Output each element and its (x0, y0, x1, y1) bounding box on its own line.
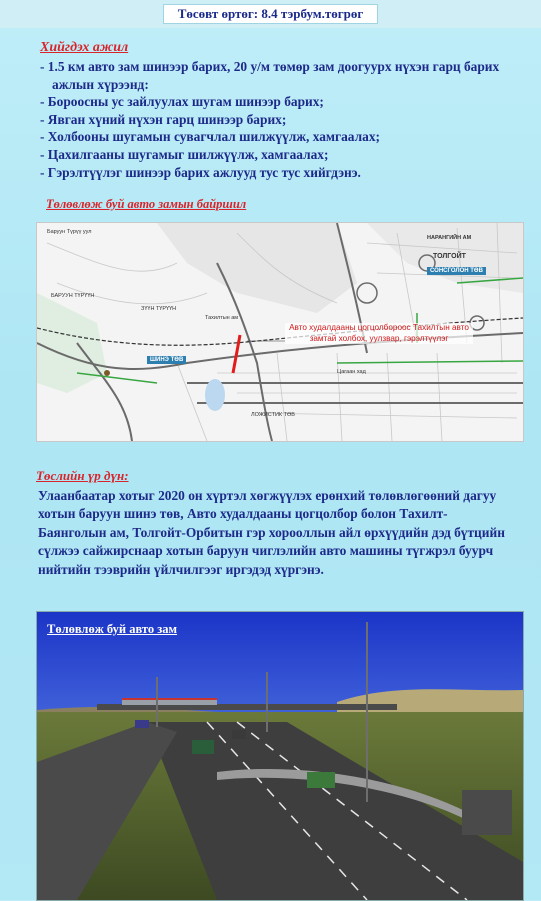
work-item: - Явган хүний нүхэн гарц шинээр барих; (40, 111, 287, 127)
work-item: - Цахилгааны шугамыг шилжүүлж, хамгаалах; (40, 146, 329, 162)
work-item: - Гэрэлтүүлэг шинээр барих ажлууд тус тус хийгдэнэ. (40, 164, 361, 180)
map-label-narangiin-am: НАРАНГИЙН АМ (427, 235, 472, 241)
work-item: - Холбооны шугамын сувагчлал шилжүүлж, хамгаалах; (40, 129, 380, 145)
road-location-map (36, 222, 524, 442)
budget-title: Төсөвт өртөг: 8.4 тэрбум.төгрөг (163, 4, 379, 24)
map-label-baruun-turuun-ul: Баруун Түрүү уул (47, 229, 92, 235)
work-item: - Бороосны ус зайлуулах шугам шинээр барих; (40, 94, 324, 110)
map-tag-shine-tov: ШИНЭ ТӨВ (147, 356, 186, 364)
work-heading: Хийгдэх ажил (40, 40, 129, 55)
road-render-image (36, 611, 524, 901)
result-heading: Төслийн үр дүн: (36, 468, 129, 483)
map-label-tolgoit: ТОЛГОЙТ (433, 253, 466, 260)
map-callout: Авто худалдааны цогцолбороос Тахилтын авто замтай холбох, уулзвар, гэрэлтүүлэг (285, 323, 473, 344)
result-text: Улаанбаатар хотыг 2020 он хүртэл хөгжүүлэх ерөнхий төлөвлөгөөний дагуу хотын баруун шинэ төв, Авто худалдааны цогцолбор болон Тахилт-Баянголын ам, Толгойт-Орбитын гэр хорооллын айл өрхүүдийн дэд бүтцийн сүлжээ сайжирснаар хотын баруун чиглэлийн авто машины түгжрэл буурч нийтийн тээврийн үйлчилгээг иргэдэд хүргэнэ. (38, 488, 505, 577)
work-item: - 1.5 км авто зам шинээр барих, 20 у/м төмөр зам доогуурх нүхэн гарц барих ажлын хүрээнд: (40, 59, 500, 92)
map-label-baruun-turuun: БАРУУН ТҮРҮҮН (51, 293, 95, 299)
top-bar (0, 0, 541, 28)
render-title: Төлөвлөж буй авто зам (47, 622, 178, 636)
map-label-tsagaan: Цагаан хад (337, 369, 366, 375)
map-label-zuun-turuun: ЗҮҮН ТҮРҮҮН (141, 306, 177, 312)
map-tag-sonsgolon-tov: СОНСГОЛОН ТӨВ (427, 267, 486, 275)
map-label-logistic: ЛОЖИСТИК ТӨВ (251, 412, 295, 418)
map-label-taxilt: Тахилтын ам (205, 315, 239, 321)
work-list (40, 58, 510, 181)
render-drawing (37, 612, 523, 900)
location-heading: Төлөвлөж буй авто замын байршил (46, 197, 247, 211)
